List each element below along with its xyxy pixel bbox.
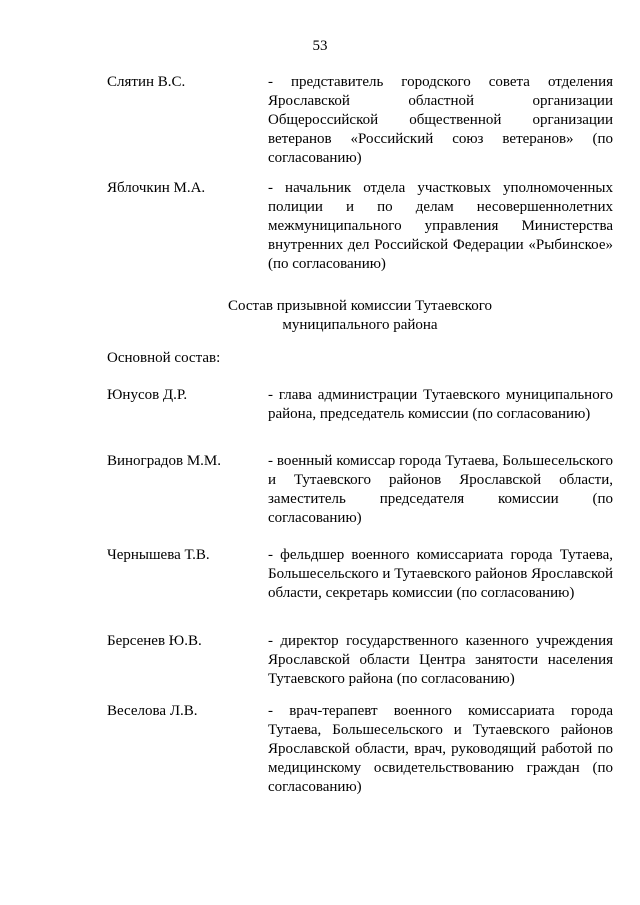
member-name: Юнусов Д.Р. [107, 387, 188, 403]
member-name: Яблочкин М.А. [107, 180, 206, 196]
section-title-line2: муниципального района [282, 317, 438, 333]
member-name: Чернышева Т.В. [107, 547, 210, 563]
member-description: - врач-терапевт военного комиссариата города Тутаева, Большесельского и Тутаевского районов Ярославской области, врач, руководящий работой по медицинскому освидетельствованию граждан (по согласованию) [268, 703, 613, 795]
section-title-line1: Состав призывной комиссии Тутаевского [227, 298, 493, 314]
member-description: - представитель городского совета отделения Ярославской областной организации Общероссийской общественной организации ветеранов «Российский союз ветеранов» (по согласованию) [268, 74, 613, 166]
member-description: - глава администрации Тутаевского муниципального района, председатель комиссии (по согласованию) [268, 387, 613, 422]
section-title [0, 297, 640, 335]
member-name: Слятин В.С. [107, 74, 186, 90]
member-description: - фельдшер военного комиссариата города Тутаева, Большесельского и Тутаевского районов Ярославской области, секретарь комиссии (по согласованию) [268, 547, 613, 601]
member-description: - начальник отдела участковых уполномоченных полиции и по делам несовершеннолетних межмуниципального управления Министерства внутренних дел Российской Федерации «Рыбинское» (по согласованию) [268, 180, 613, 272]
member-name: Берсенев Ю.В. [107, 633, 202, 649]
section-subheading: Основной состав: [107, 350, 221, 366]
page-number: 53 [312, 38, 328, 54]
member-name: Виноградов М.М. [107, 453, 222, 469]
member-name: Веселова Л.В. [107, 703, 198, 719]
member-description: - директор государственного казенного учреждения Ярославской области Центра занятости населения Тутаевского района (по согласованию) [268, 633, 613, 687]
member-description: - военный комиссар города Тутаева, Большесельского и Тутаевского районов Ярославской области, заместитель председателя комиссии (по согласованию) [268, 453, 613, 526]
